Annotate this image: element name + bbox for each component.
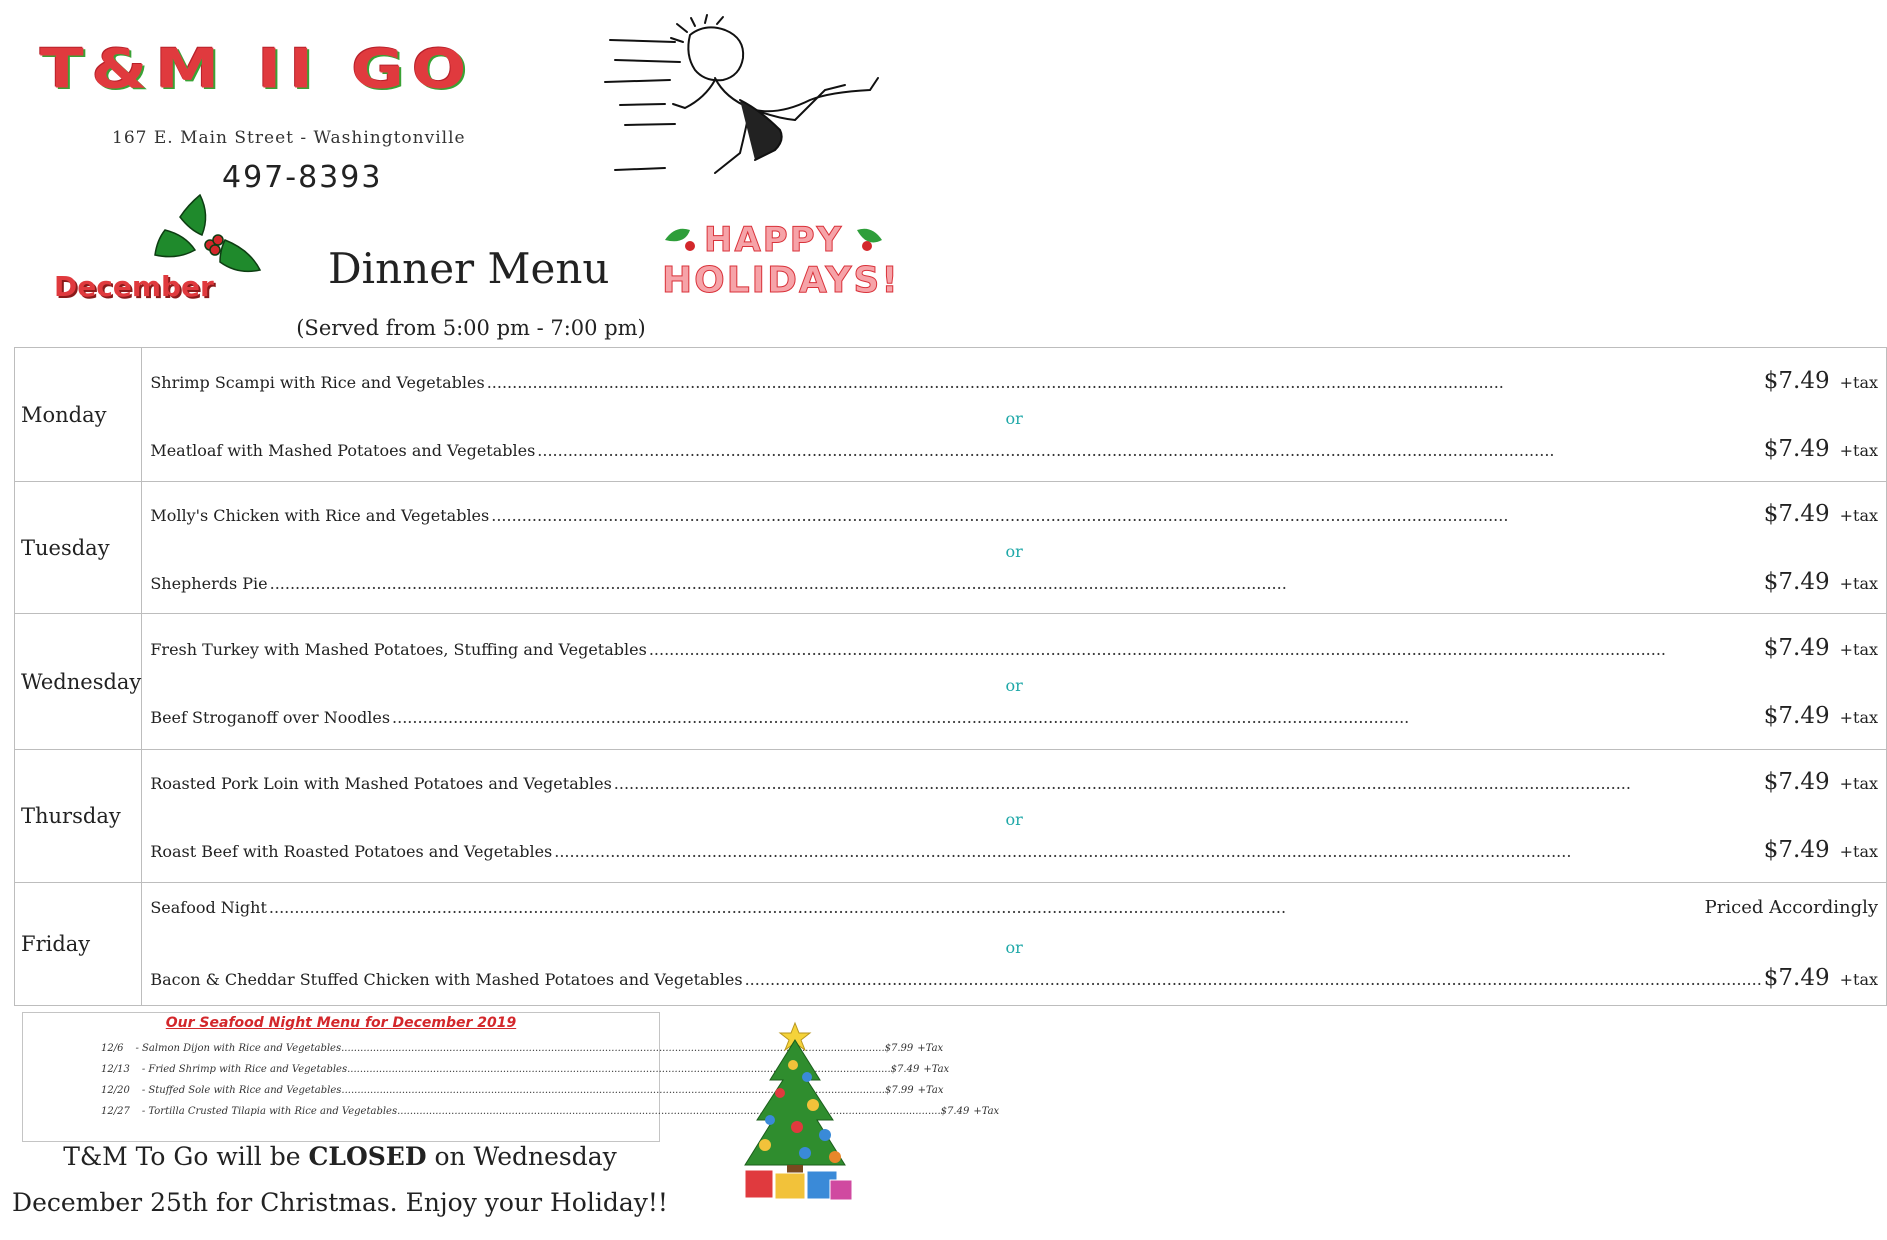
- dot-leader: [491, 506, 1762, 525]
- day-label: Wednesday: [15, 614, 142, 750]
- dish-name: Shepherds Pie: [150, 573, 268, 593]
- month-badge: December: [54, 270, 214, 303]
- closed-word: CLOSED: [308, 1142, 427, 1171]
- dot-leader: [269, 898, 1703, 917]
- menu-row-thursday: [15, 750, 1887, 883]
- seafood-tax: +Tax: [917, 1043, 944, 1054]
- phone-number: 497-8393: [222, 160, 383, 195]
- dot-leader: [554, 842, 1762, 861]
- day-dishes: [142, 348, 1887, 482]
- dot-leader: [745, 970, 1762, 989]
- dish-price: $7.49: [1763, 435, 1830, 462]
- day-dishes: [142, 614, 1887, 750]
- dish-price: $7.49: [1763, 500, 1830, 527]
- closed-notice-pre: T&M To Go will be: [63, 1142, 309, 1171]
- menu-item: [142, 436, 1886, 470]
- tax-note: +tax: [1839, 842, 1879, 861]
- seafood-date: 12/6: [101, 1043, 124, 1054]
- menu-row-monday: [15, 348, 1887, 482]
- dot-leader: [649, 640, 1762, 659]
- dish-name: Bacon & Cheddar Stuffed Chicken with Mashed Potatoes and Vegetables: [150, 970, 743, 989]
- closed-notice-line2: December 25th for Christmas. Enjoy your Holiday!!: [12, 1188, 668, 1217]
- dot-leader: [392, 708, 1762, 727]
- christmas-tree-icon: [735, 1015, 855, 1205]
- menu-item: [142, 837, 1886, 871]
- tax-note: +tax: [1839, 707, 1879, 727]
- holidays-text: HOLIDAYS!: [662, 260, 900, 301]
- seafood-price: $7.99: [884, 1043, 914, 1054]
- menu-item: [142, 635, 1886, 669]
- seafood-dish-name: - Stuffed Sole with Rice and Vegetables: [141, 1085, 342, 1096]
- address: 167 E. Main Street - Washingtonville: [112, 128, 466, 148]
- dish-name: Meatloaf with Mashed Potatoes and Vegetables: [150, 440, 536, 460]
- seafood-price: $7.99: [884, 1085, 914, 1096]
- day-label: Monday: [15, 348, 142, 482]
- seafood-date: 12/27: [101, 1106, 130, 1117]
- seafood-dish-name: - Tortilla Crusted Tilapia with Rice and Vegetables: [141, 1106, 398, 1117]
- seafood-menu-row: [101, 1043, 944, 1054]
- or-separator: or: [1005, 810, 1023, 829]
- tax-note: +tax: [1839, 573, 1879, 593]
- seafood-tax: +Tax: [923, 1064, 950, 1075]
- holly-icon: [852, 220, 896, 260]
- dish-price: $7.49: [1763, 769, 1830, 795]
- menu-item: [142, 897, 1886, 931]
- seafood-menu-row: [101, 1106, 1000, 1117]
- seafood-menu-row: [101, 1085, 944, 1096]
- menu-title: Dinner Menu: [328, 244, 610, 293]
- day-label: Friday: [15, 883, 142, 1006]
- dot-leader: [487, 373, 1762, 392]
- happy-holidays-banner: [660, 220, 900, 310]
- seafood-dish-name: - Fried Shrimp with Rice and Vegetables: [141, 1064, 348, 1075]
- seafood-night-title: Our Seafood Night Menu for December 2019: [165, 1015, 517, 1031]
- seafood-price: $7.49: [890, 1064, 920, 1075]
- dish-price: $7.49: [1763, 702, 1830, 729]
- or-separator: or: [1005, 541, 1023, 561]
- dish-name: Molly's Chicken with Rice and Vegetables: [150, 505, 490, 525]
- dot-leader: [614, 774, 1762, 793]
- seafood-date: 12/13: [101, 1064, 130, 1075]
- dish-price: $7.49: [1763, 568, 1830, 595]
- dish-price: $7.49: [1763, 837, 1830, 863]
- restaurant-logo: T&M II GO: [40, 38, 475, 101]
- seafood-dish-name: - Salmon Dijon with Rice and Vegetables: [135, 1043, 342, 1054]
- holly-icon: [660, 220, 704, 260]
- tax-note: +tax: [1839, 440, 1879, 460]
- closed-notice-post: on Wednesday: [426, 1142, 617, 1171]
- dish-name: Roast Beef with Roasted Potatoes and Vegetables: [150, 842, 553, 861]
- tax-note: +tax: [1839, 372, 1879, 392]
- seafood-date: 12/20: [101, 1085, 130, 1096]
- day-dishes: [142, 482, 1887, 614]
- menu-row-wednesday: [15, 614, 1887, 750]
- dish-price: $7.49: [1763, 965, 1830, 991]
- or-separator: or: [1005, 675, 1023, 695]
- dish-name: Fresh Turkey with Mashed Potatoes, Stuffing and Vegetables: [150, 639, 647, 659]
- or-separator: or: [1005, 408, 1023, 428]
- dish-name: Beef Stroganoff over Noodles: [150, 707, 391, 727]
- dot-leader: [397, 1106, 941, 1117]
- dinner-menu-table: [14, 347, 1887, 1006]
- dot-leader: [270, 574, 1762, 593]
- closed-notice-line1: [0, 1142, 680, 1171]
- day-label: Thursday: [15, 750, 142, 883]
- tax-note: +tax: [1839, 505, 1879, 525]
- menu-item: [142, 501, 1886, 535]
- menu-item: [142, 368, 1886, 402]
- dish-name: Roasted Pork Loin with Mashed Potatoes and Vegetables: [150, 774, 612, 793]
- day-label: Tuesday: [15, 482, 142, 614]
- tax-note: +tax: [1839, 639, 1879, 659]
- dot-leader: [537, 441, 1761, 460]
- dish-price: Priced Accordingly: [1704, 897, 1879, 918]
- menu-item: [142, 965, 1886, 999]
- seafood-price: $7.49: [940, 1106, 970, 1117]
- seafood-tax: +Tax: [973, 1106, 1000, 1117]
- tax-note: +tax: [1839, 970, 1879, 989]
- dish-name: Seafood Night: [150, 898, 267, 917]
- or-separator: or: [1005, 938, 1023, 957]
- menu-item: [142, 703, 1886, 737]
- happy-text: HAPPY: [704, 220, 844, 260]
- tax-note: +tax: [1839, 774, 1879, 793]
- dish-name: Shrimp Scampi with Rice and Vegetables: [150, 372, 485, 392]
- seafood-night-box: [22, 1012, 1000, 1142]
- dish-price: $7.49: [1763, 634, 1830, 661]
- menu-row-tuesday: [15, 482, 1887, 614]
- day-dishes: [142, 750, 1887, 883]
- seafood-menu-row: [101, 1064, 950, 1075]
- menu-item: [142, 569, 1886, 603]
- menu-row-friday: [15, 883, 1887, 1006]
- running-man-icon: [605, 20, 895, 190]
- dish-price: $7.49: [1763, 367, 1830, 394]
- seafood-tax: +Tax: [917, 1085, 944, 1096]
- serving-hours: (Served from 5:00 pm - 7:00 pm): [296, 316, 646, 340]
- day-dishes: [142, 883, 1887, 1006]
- menu-item: [142, 769, 1886, 803]
